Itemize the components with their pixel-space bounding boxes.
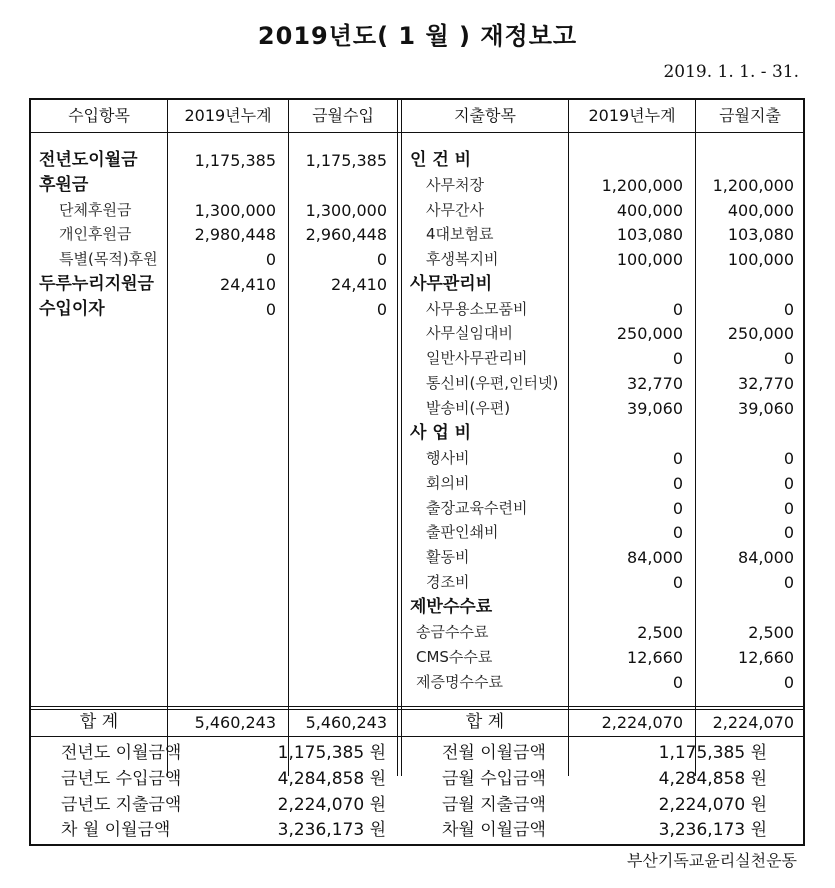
expense-row-label: 발송비(우편) — [426, 399, 511, 417]
expense-row-month: 0 — [783, 523, 794, 542]
summary-divider — [31, 736, 803, 737]
summary-right-value: 3,236,173 원 — [658, 820, 767, 840]
income-row-label: 단체후원금 — [59, 201, 132, 219]
income-row-month: 2,960,448 — [305, 225, 387, 244]
expense-row-ytd: 0 — [672, 523, 683, 542]
expense-row-label: 회의비 — [426, 474, 470, 492]
income-row-ytd: 1,300,000 — [194, 201, 276, 220]
header-divider — [31, 132, 803, 133]
income-row-label: 두루누리지원금 — [39, 274, 154, 294]
expense-row-label: 후생복지비 — [426, 250, 499, 268]
expense-row-label: 제증명수수료 — [416, 673, 503, 691]
report-period: 2019. 1. 1. - 31. — [663, 62, 799, 82]
expense-row-month: 12,660 — [738, 648, 794, 667]
expense-row-ytd: 400,000 — [616, 201, 683, 220]
income-row-month: 1,175,385 — [305, 151, 387, 170]
expense-row-ytd: 0 — [672, 474, 683, 493]
expense-row-ytd: 0 — [672, 499, 683, 518]
finance-table — [29, 98, 805, 846]
header-expense-ytd: 2019년누계 — [588, 106, 676, 125]
summary-right-label: 금월 수입금액 — [442, 769, 546, 789]
summary-left-label: 전년도 이월금액 — [61, 743, 182, 763]
income-row-ytd: 24,410 — [220, 275, 276, 294]
expense-row-label: 사무처장 — [426, 176, 484, 194]
income-row-month: 1,300,000 — [305, 201, 387, 220]
income-row-ytd: 0 — [265, 300, 276, 319]
income-row-month: 24,410 — [331, 275, 387, 294]
expense-row-month: 250,000 — [727, 324, 794, 343]
expense-row-ytd: 0 — [672, 349, 683, 368]
expense-row-label: CMS수수료 — [416, 648, 493, 666]
expense-row-month: 400,000 — [727, 201, 794, 220]
header-income-item: 수입항목 — [68, 106, 130, 125]
summary-left-value: 1,175,385 원 — [277, 743, 386, 763]
report-title: 2019년도( 1 월 ) 재정보고 — [257, 22, 578, 50]
summary-right-label: 차월 이월금액 — [442, 820, 546, 840]
header-expense-month: 금월지출 — [719, 106, 781, 125]
expense-row-label: 통신비(우편,인터넷) — [426, 374, 559, 392]
expense-row-ytd: 32,770 — [627, 374, 683, 393]
income-row-label: 수입이자 — [39, 299, 105, 319]
expense-row-ytd: 0 — [672, 449, 683, 468]
summary-right-value: 1,175,385 원 — [658, 743, 767, 763]
summary-left-value: 3,236,173 원 — [277, 820, 386, 840]
expense-row-label: 일반사무관리비 — [426, 349, 528, 367]
expense-row-label: 4대보험료 — [426, 225, 494, 243]
income-row-label: 후원금 — [39, 175, 89, 195]
expense-row-ytd: 84,000 — [627, 548, 683, 567]
expense-row-month: 0 — [783, 499, 794, 518]
expense-row-month: 0 — [783, 349, 794, 368]
expense-row-month: 0 — [783, 474, 794, 493]
income-row-ytd: 1,175,385 — [194, 151, 276, 170]
expense-row-ytd: 0 — [672, 300, 683, 319]
col-divider — [397, 100, 398, 776]
summary-left-label: 금년도 지출금액 — [61, 795, 182, 815]
expense-row-month: 84,000 — [738, 548, 794, 567]
col-divider — [401, 100, 402, 776]
income-total-label: 합 계 — [79, 712, 119, 732]
header-income-month: 금월수입 — [312, 106, 374, 125]
expense-row-label: 인 건 비 — [410, 150, 472, 170]
expense-row-month: 103,080 — [727, 225, 794, 244]
income-total-ytd: 5,460,243 — [194, 713, 276, 732]
expense-row-label: 출판인쇄비 — [426, 523, 499, 541]
expense-row-month: 0 — [783, 673, 794, 692]
expense-total-month: 2,224,070 — [712, 713, 794, 732]
expense-row-label: 사 업 비 — [410, 423, 472, 443]
expense-row-label: 행사비 — [426, 449, 470, 467]
summary-left-value: 4,284,858 원 — [277, 769, 386, 789]
expense-total-label: 합 계 — [465, 712, 505, 732]
expense-row-ytd: 100,000 — [616, 250, 683, 269]
summary-right-label: 전월 이월금액 — [442, 743, 546, 763]
expense-row-ytd: 2,500 — [637, 623, 683, 642]
expense-row-ytd: 0 — [672, 573, 683, 592]
expense-row-ytd: 39,060 — [627, 399, 683, 418]
expense-row-month: 0 — [783, 573, 794, 592]
expense-row-label: 사무실임대비 — [426, 324, 513, 342]
income-row-label: 특별(목적)후원 — [59, 250, 158, 268]
header-income-ytd: 2019년누계 — [184, 106, 272, 125]
income-total-month: 5,460,243 — [305, 713, 387, 732]
expense-row-ytd: 103,080 — [616, 225, 683, 244]
expense-row-label: 활동비 — [426, 548, 470, 566]
expense-row-month: 2,500 — [748, 623, 794, 642]
income-row-label: 전년도이월금 — [39, 150, 138, 170]
expense-row-label: 제반수수료 — [410, 597, 493, 617]
income-row-ytd: 0 — [265, 250, 276, 269]
expense-row-month: 32,770 — [738, 374, 794, 393]
summary-left-label: 차 월 이월금액 — [61, 820, 171, 840]
expense-row-month: 1,200,000 — [712, 176, 794, 195]
expense-row-label: 사무간사 — [426, 201, 484, 219]
summary-left-label: 금년도 수입금액 — [61, 769, 182, 789]
organization-name: 부산기독교윤리실천운동 — [626, 851, 797, 870]
expense-row-ytd: 12,660 — [627, 648, 683, 667]
summary-right-value: 2,224,070 원 — [658, 795, 767, 815]
summary-right-label: 금월 지출금액 — [442, 795, 546, 815]
total-divider — [31, 706, 803, 707]
expense-row-ytd: 250,000 — [616, 324, 683, 343]
expense-row-month: 100,000 — [727, 250, 794, 269]
expense-row-label: 사무관리비 — [410, 274, 493, 294]
expense-row-label: 경조비 — [426, 573, 470, 591]
expense-row-label: 출장교육수련비 — [426, 499, 528, 517]
income-row-label: 개인후원금 — [59, 225, 132, 243]
expense-row-label: 사무용소모품비 — [426, 300, 528, 318]
expense-row-month: 39,060 — [738, 399, 794, 418]
expense-total-ytd: 2,224,070 — [601, 713, 683, 732]
income-row-month: 0 — [376, 250, 387, 269]
summary-right-value: 4,284,858 원 — [658, 769, 767, 789]
income-row-ytd: 2,980,448 — [194, 225, 276, 244]
expense-row-label: 송금수수료 — [416, 623, 489, 641]
expense-row-month: 0 — [783, 300, 794, 319]
header-expense-item: 지출항목 — [454, 106, 516, 125]
income-row-month: 0 — [376, 300, 387, 319]
expense-row-ytd: 0 — [672, 673, 683, 692]
expense-row-month: 0 — [783, 449, 794, 468]
summary-left-value: 2,224,070 원 — [277, 795, 386, 815]
expense-row-ytd: 1,200,000 — [601, 176, 683, 195]
